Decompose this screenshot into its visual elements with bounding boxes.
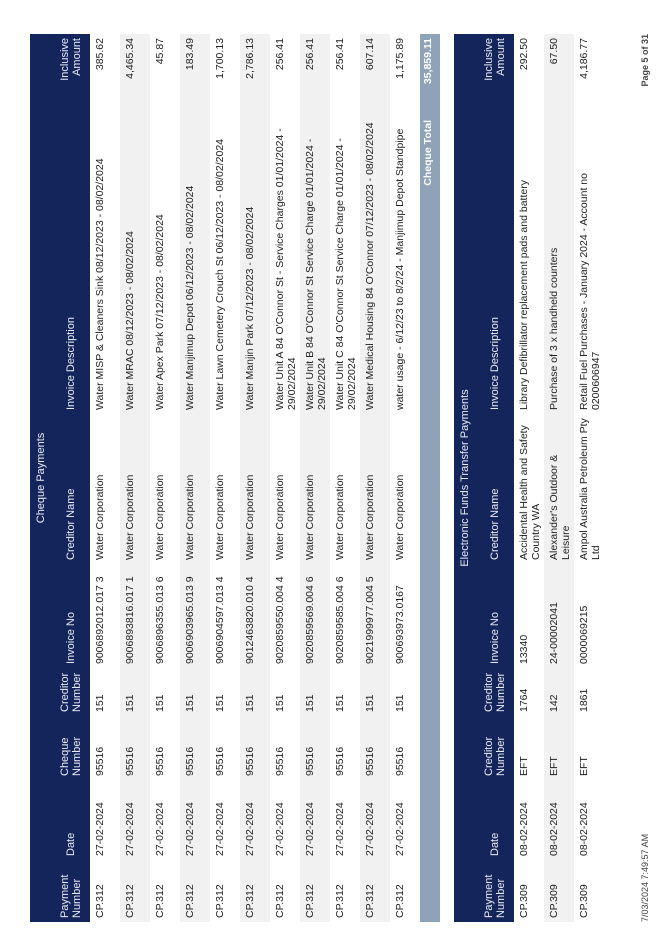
cell-creditor-name: Alexander's Outdoor & Leisure: [544, 414, 574, 564]
col-header-payment-number: Payment Number: [476, 860, 514, 922]
cell-creditor-name: Water Corporation: [120, 414, 150, 564]
cell-invoice-no: 900693973.0167: [394, 585, 406, 664]
cell-creditor-number: 151: [180, 668, 210, 716]
cell-creditor-number: 151: [300, 668, 330, 716]
cheque-total-row: [420, 34, 440, 922]
table-row: [300, 34, 330, 922]
cell-cheque-number: 95516: [394, 746, 406, 776]
cell-creditor-number: 151: [360, 668, 390, 716]
col-header-creditor-name: Creditor Name: [476, 414, 514, 564]
cell-cheque-number: 95516: [94, 746, 106, 776]
cell-payment-number: CP.312: [214, 884, 226, 918]
cell-date: 27-02-2024: [240, 780, 270, 860]
cell-date: 27-02-2024: [154, 802, 166, 856]
cheque-payments-section: [30, 34, 440, 922]
eft-payments-section: [454, 34, 604, 922]
cell-cheque-number: 95516: [300, 716, 330, 780]
cell-payment-number: CP.312: [360, 860, 390, 922]
col-header-inclusive-amount: Inclusive Amount: [476, 34, 514, 116]
cell-date: 27-02-2024: [300, 780, 330, 860]
total-spacer: [420, 414, 440, 922]
cell-cheque-number: 95516: [180, 716, 210, 780]
cell-payment-number: CP.309: [544, 860, 574, 922]
table-row: [90, 34, 120, 922]
cell-payment-number: CP.312: [240, 860, 270, 922]
cell-creditor-number: 151: [274, 694, 286, 712]
cell-creditor-name: Water Corporation: [274, 474, 286, 560]
cell-payment-number: CP.309: [578, 884, 590, 918]
cell-invoice-no: 9012463820.010 4: [240, 564, 270, 668]
printed-timestamp: 7/03/2024 7:49:57 AM: [640, 833, 650, 922]
cell-inclusive-amount: 292.50: [518, 38, 530, 71]
table-row: [574, 34, 604, 922]
cell-invoice-description: Water Lawn Cemetery Crouch St 06/12/2023 - 08/02/2024: [214, 138, 226, 410]
cell-inclusive-amount: 45.87: [154, 38, 166, 65]
cell-cheque-number: 95516: [360, 716, 390, 780]
cell-invoice-description: Water Apex Park 07/12/2023 - 08/02/2024: [154, 214, 166, 410]
cell-cheque-number: 95516: [154, 746, 166, 776]
table-row: [210, 34, 240, 922]
eft-payments-title: Electronic Funds Transfer Payments: [454, 34, 476, 922]
cell-invoice-description: Water MISP & Cleaners Sink 08/12/2023 - 08/02/2024: [94, 158, 106, 410]
cell-date: 27-02-2024: [334, 802, 346, 856]
cell-invoice-description: Water Manjin Park 07/12/2023 - 08/02/2024: [240, 116, 270, 414]
cell-inclusive-amount: 1,700.13: [214, 38, 226, 79]
cheque-header-row: [52, 34, 90, 922]
cell-creditor-number: 1764: [518, 688, 530, 712]
cell-inclusive-amount: 4,186.77: [578, 38, 590, 79]
cell-cheque-number: 95516: [120, 716, 150, 780]
col-header-invoice-no: Invoice No: [476, 564, 514, 668]
cell-creditor-name: Water Corporation: [154, 474, 166, 560]
table-row: [270, 34, 300, 922]
cell-inclusive-amount: 256.41: [274, 38, 286, 71]
cell-cheque-number: 95516: [214, 746, 226, 776]
cell-cheque-number: EFT: [544, 716, 574, 780]
cell-invoice-no: 9006892012.017 3: [94, 576, 106, 664]
table-row: [390, 34, 420, 922]
cell-payment-number: CP.312: [120, 860, 150, 922]
col-header-date: Date: [52, 780, 90, 860]
cell-invoice-no: 9021999977.004 5: [360, 564, 390, 668]
page-number: Page 5 of 31: [640, 34, 650, 87]
cell-inclusive-amount: 256.41: [334, 38, 346, 71]
cell-invoice-description: Water Unit A 84 O'Connor St - Service Charges 01/01/2024 - 29/02/2024: [274, 128, 298, 410]
table-row: [514, 34, 544, 922]
cell-date: 27-02-2024: [180, 780, 210, 860]
col-header-invoice-no: Invoice No: [52, 564, 90, 668]
cell-inclusive-amount: 607.14: [360, 34, 390, 116]
cell-date: 27-02-2024: [274, 802, 286, 856]
cell-creditor-name: Water Corporation: [394, 474, 406, 560]
cell-invoice-no: 9020859569.004 6: [300, 564, 330, 668]
cell-date: 27-02-2024: [120, 780, 150, 860]
table-row: [330, 34, 360, 922]
eft-payments-table: [476, 34, 604, 922]
cell-cheque-number: 95516: [274, 746, 286, 776]
cell-payment-number: CP.312: [274, 884, 286, 918]
cheque-payments-table: [52, 34, 440, 922]
cell-date: 27-02-2024: [394, 802, 406, 856]
col-header-creditor-name: Creditor Name: [52, 414, 90, 564]
col-header-creditor-number: Creditor Number: [52, 668, 90, 716]
eft-header-row: [476, 34, 514, 922]
cell-creditor-name: Water Corporation: [334, 474, 346, 560]
cell-invoice-no: 13340: [518, 634, 530, 664]
cell-creditor-number: 151: [120, 668, 150, 716]
table-row: [544, 34, 574, 922]
col-header-invoice-description: Invoice Description: [476, 116, 514, 414]
cell-inclusive-amount: 256.41: [300, 34, 330, 116]
table-row: [150, 34, 180, 922]
cheque-total-label: Cheque Total: [420, 116, 440, 414]
table-row: [360, 34, 390, 922]
cell-creditor-name: Ampol Australia Petroleum Pty Ltd: [578, 418, 602, 560]
cell-payment-number: CP.312: [334, 884, 346, 918]
col-header-cheque-number: Creditor Number: [476, 716, 514, 780]
col-header-cheque-number: Cheque Number: [52, 716, 90, 780]
cell-creditor-name: Water Corporation: [180, 414, 210, 564]
cell-invoice-description: Water Unit B 84 O'Connor St Service Charge 01/01/2024 - 29/02/2024: [300, 116, 330, 414]
cell-date: 08-02-2024: [578, 802, 590, 856]
cell-creditor-number: 151: [394, 694, 406, 712]
cell-invoice-no: 24-00002041: [544, 564, 574, 668]
cell-payment-number: CP.312: [180, 860, 210, 922]
cell-creditor-number: 151: [240, 668, 270, 716]
cell-creditor-number: 151: [214, 694, 226, 712]
cell-creditor-name: Water Corporation: [300, 414, 330, 564]
cell-invoice-description: Water Medical Housing 84 O'Connor 07/12/2023 - 08/02/2024: [360, 116, 390, 414]
cell-payment-number: CP.309: [518, 884, 530, 918]
cell-creditor-name: Water Corporation: [240, 414, 270, 564]
cell-creditor-number: 151: [154, 694, 166, 712]
cell-inclusive-amount: 2,786.13: [240, 34, 270, 116]
cell-invoice-no: 9006904597.013 4: [214, 576, 226, 664]
table-row: [120, 34, 150, 922]
cell-cheque-number: EFT: [578, 756, 590, 776]
cell-date: 27-02-2024: [94, 802, 106, 856]
cell-payment-number: CP.312: [300, 860, 330, 922]
cell-creditor-name: Water Corporation: [94, 474, 106, 560]
cell-invoice-description: Water MRAC 08/12/2023 - 08/02/2024: [120, 116, 150, 414]
cell-invoice-description: Water Unit C 84 O'Connor St Service Charge 01/01/2024 - 29/02/2024: [334, 138, 358, 410]
cell-date: 27-02-2024: [214, 802, 226, 856]
cell-inclusive-amount: 385.62: [94, 38, 106, 71]
cell-inclusive-amount: 4,465.34: [120, 34, 150, 116]
cell-invoice-description: Water Manjimup Depot 06/12/2023 - 08/02/2024: [180, 116, 210, 414]
cell-creditor-name: Accidental Health and Safety Country WA: [518, 425, 542, 560]
cell-invoice-description: Library Defibrillator replacement pads and battery: [518, 180, 530, 410]
cell-creditor-name: Water Corporation: [360, 414, 390, 564]
cell-creditor-name: Water Corporation: [214, 474, 226, 560]
cell-creditor-number: 151: [334, 694, 346, 712]
cell-cheque-number: 95516: [334, 746, 346, 776]
cell-payment-number: CP.312: [154, 884, 166, 918]
table-row: [180, 34, 210, 922]
cell-cheque-number: EFT: [518, 756, 530, 776]
cell-cheque-number: 95516: [240, 716, 270, 780]
cell-date: 08-02-2024: [518, 802, 530, 856]
col-header-inclusive-amount: Inclusive Amount: [52, 34, 90, 116]
cell-date: 27-02-2024: [360, 780, 390, 860]
cell-invoice-no: 9020859550.004 4: [274, 576, 286, 664]
cell-invoice-description: Purchase of 3 x handheld counters: [544, 116, 574, 414]
cell-payment-number: CP.312: [394, 884, 406, 918]
cheque-payments-title: Cheque Payments: [30, 34, 52, 922]
col-header-payment-number: Payment Number: [52, 860, 90, 922]
col-header-creditor-number: Creditor Number: [476, 668, 514, 716]
cell-invoice-no: 9006896355.013 6: [154, 576, 166, 664]
cell-inclusive-amount: 67.50: [544, 34, 574, 116]
cell-invoice-no: 0000069215: [578, 605, 590, 664]
cell-date: 08-02-2024: [544, 780, 574, 860]
cell-creditor-number: 151: [94, 694, 106, 712]
col-header-invoice-description: Invoice Description: [52, 116, 90, 414]
cell-creditor-number: 1861: [578, 688, 590, 712]
col-header-date: Date: [476, 780, 514, 860]
cheque-total-value: 35,859.11: [420, 34, 440, 116]
cell-invoice-no: 9020859585.004 6: [334, 576, 346, 664]
table-row: [240, 34, 270, 922]
cell-invoice-description: Retail Fuel Purchases - January 2024 - Account no 0200606947: [578, 173, 602, 410]
cell-inclusive-amount: 183.49: [180, 34, 210, 116]
cell-payment-number: CP.312: [94, 884, 106, 918]
cell-inclusive-amount: 1,175.89: [394, 38, 406, 79]
cell-invoice-no: 9006903965.013 9: [180, 564, 210, 668]
cell-invoice-description: water usage - 6/12/23 to 8/2/24 - Manjimup Depot Standpipe: [394, 128, 406, 410]
cell-creditor-number: 142: [544, 668, 574, 716]
cell-invoice-no: 9006893816.017 1: [120, 564, 150, 668]
